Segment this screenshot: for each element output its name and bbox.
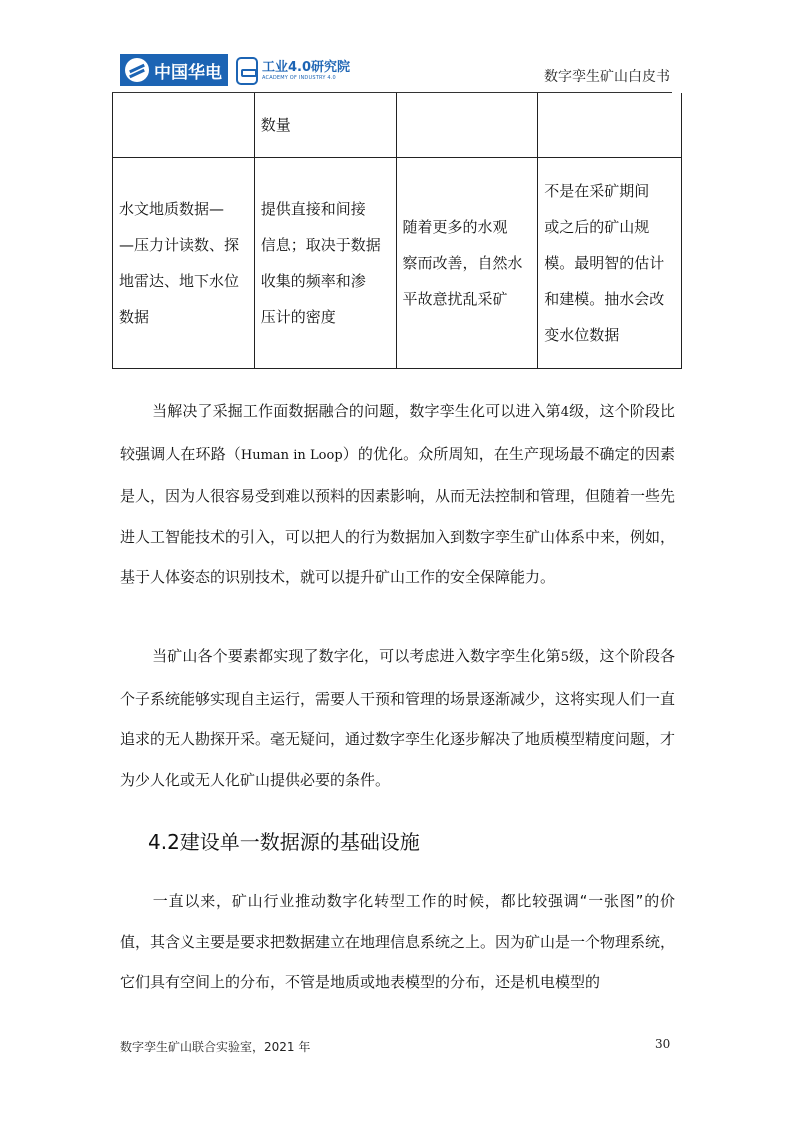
- table-cell: [113, 93, 255, 158]
- table-cell: [254, 158, 396, 369]
- level-number: 5: [560, 650, 570, 665]
- data-table: [112, 93, 682, 369]
- table-row: [113, 93, 682, 158]
- cell-line: 提供直接和间接: [260, 200, 366, 218]
- huadian-logo-text: 中国华电: [154, 62, 222, 83]
- cell-line: —压力计读数、探: [119, 236, 240, 254]
- cell-line: 收集的频率和渗: [260, 272, 366, 290]
- section-heading: 4.2建设单一数据源的基础设施: [148, 830, 420, 854]
- cell-line: 水文地质数据—: [119, 200, 225, 218]
- academy-logo-icon: [236, 57, 258, 85]
- table-cell: [113, 158, 255, 369]
- cell-line: 数据: [119, 308, 150, 326]
- cell-line: 不是在采矿期间: [544, 182, 650, 200]
- table-cell: [538, 158, 682, 369]
- level-number: 4: [560, 405, 570, 420]
- academy-logo: [236, 54, 350, 88]
- table-cell: 数量: [254, 93, 396, 158]
- cell-line: 模。最明智的估计: [544, 254, 665, 272]
- page-number: 30: [655, 1037, 671, 1051]
- cell-line: 变水位数据: [544, 326, 620, 344]
- document-title: 数字孪生矿山白皮书: [544, 69, 670, 85]
- paragraph-text: 当解决了采掘工作面数据融合的问题，数字孪生化可以进入第: [152, 402, 561, 420]
- paragraph-text: 级，这个阶段各个子系统能够实现自主运行，需要人干预和管理的场景逐渐减少，这将实现人们一直追求的无人勘探开采。毫无疑问，通过数字孪生化逐步解决了地质模型精度问题，才为少人化或无人化矿山提供必要的条件。: [120, 647, 676, 789]
- footer-text: 数字孪生矿山联合实验室，2021 年: [120, 1040, 311, 1054]
- paragraph-text: 一直以来，矿山行业推动数字化转型工作的时候，都比较强调“一张图”的价值，其含义主要是要求把数据建立在地理信息系统之上。因为矿山是一个物理系统，它们具有空间上的分布，不管是地质或地表模型的分布，还是机电模型的: [120, 892, 676, 991]
- paragraph-level5: [120, 636, 675, 800]
- paragraph-text: ）的优化。众所周知，在生产现场最不确定的因素是人，因为人很容易受到难以预料的因素影响，从而无法控制和管理，但随着一些先进人工智能技术的引入，可以把人的行为数据加入到数字孪生矿山体系中来，例如，基于人体姿态的识别技术，就可以提升矿山工作的安全保障能力。: [120, 444, 676, 586]
- academy-logo-cn: 工业4.0研究院: [262, 60, 351, 75]
- huadian-logo-icon: [125, 58, 149, 82]
- paragraph-level4: [120, 391, 675, 598]
- page-header: [112, 52, 672, 92]
- cell-line: 信息；取决于数据: [260, 236, 381, 254]
- cell-line: 地雷达、地下水位: [119, 272, 240, 290]
- cell-line: 随着更多的水观: [402, 218, 508, 236]
- table-cell: [396, 93, 538, 158]
- cell-line: 或之后的矿山规: [544, 218, 650, 236]
- academy-logo-en: ACADEMY OF INDUSTRY 4.0: [262, 75, 336, 81]
- cell-line: 和建模。抽水会改: [544, 290, 665, 308]
- paragraph-one-map: [120, 881, 675, 1003]
- table-cell: [396, 158, 538, 369]
- cell-line: 察而改善，自然水: [402, 254, 523, 272]
- english-term: Human in Loop: [240, 447, 343, 463]
- cell-line: 压计的密度: [260, 308, 336, 326]
- table-cell: [538, 93, 682, 158]
- huadian-logo: [120, 54, 228, 86]
- paragraph-text: 级，这个阶段比较强调人在环路（: [120, 402, 675, 463]
- table-row: [113, 158, 682, 369]
- cell-line: 平故意扰乱采矿: [402, 290, 508, 308]
- paragraph-text: 当矿山各个要素都实现了数字化，可以考虑进入数字孪生化第: [152, 647, 561, 665]
